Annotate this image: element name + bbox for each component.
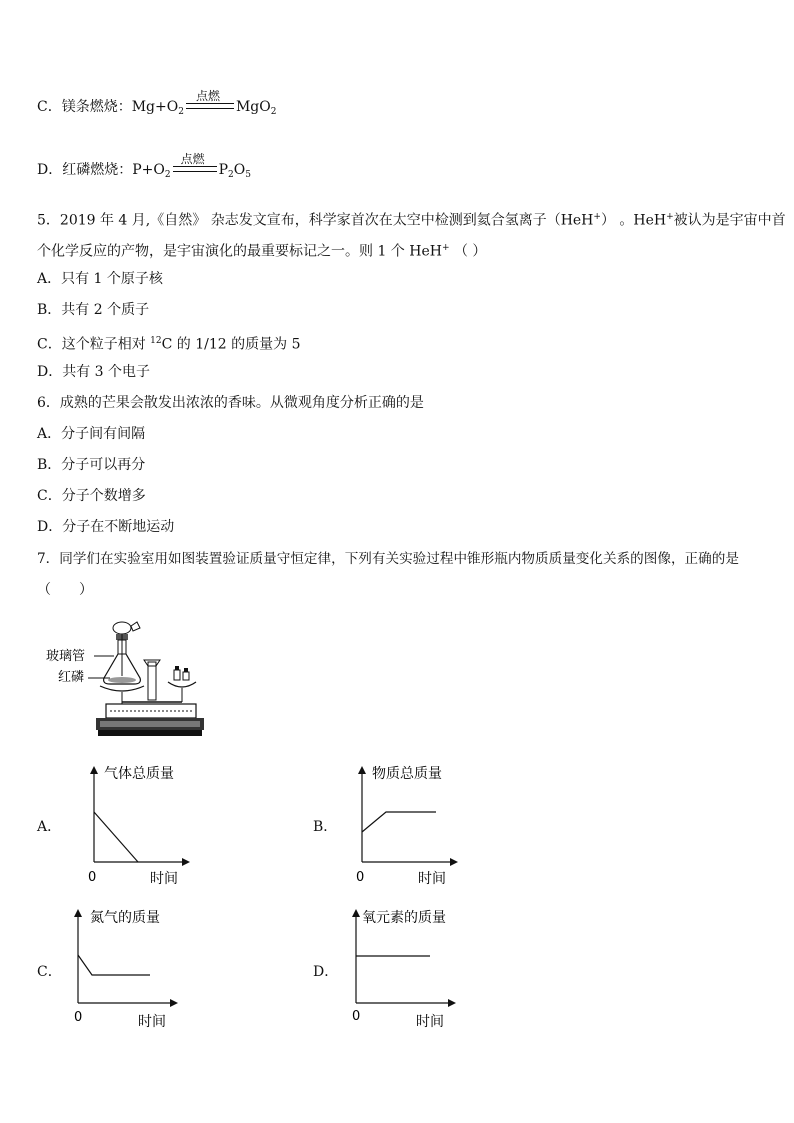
q5-option-a[interactable]: A．只有 1 个原子核 xyxy=(37,271,163,287)
q7-option-b-label[interactable]: B． xyxy=(313,819,338,835)
y-label: 气体总质量 xyxy=(104,766,174,782)
q6-stem: 6．成熟的芒果会散发出浓浓的香味。从微观角度分析正确的是 xyxy=(37,395,424,411)
data-line xyxy=(94,812,138,862)
x-axis-arrow-icon xyxy=(182,858,190,866)
option-c-equation xyxy=(37,89,277,122)
x-axis-arrow-icon xyxy=(170,999,178,1007)
graph-d-svg xyxy=(344,905,464,1033)
option-d-equation xyxy=(37,152,251,185)
option-d-reactants: $P+O_2$ xyxy=(132,162,171,180)
y-axis-arrow-icon xyxy=(358,766,366,774)
x-label: 时间 xyxy=(138,1014,166,1030)
y-axis-arrow-icon xyxy=(74,909,82,917)
y-label: 物质总质量 xyxy=(372,766,442,782)
origin-label: 0 xyxy=(356,870,365,885)
graph-b-svg xyxy=(350,762,465,887)
q6-option-d[interactable]: D．分子在不断地运动 xyxy=(37,519,175,535)
origin-label: 0 xyxy=(88,870,97,885)
x-label: 时间 xyxy=(416,1014,444,1030)
origin-label: 0 xyxy=(352,1009,361,1024)
balance-apparatus-svg xyxy=(44,618,204,740)
option-d-product: $P_2O_5$ xyxy=(218,162,251,180)
reaction-arrow-c xyxy=(184,89,236,111)
graph-c[interactable] xyxy=(66,905,181,1033)
graph-c-svg xyxy=(66,905,181,1033)
balance-apparatus-illustration xyxy=(44,618,204,740)
q7-stem-line1: 7．同学们在实验室用如图装置验证质量守恒定律，下列有关实验过程中锥形瓶内物质质量变化关系的图像，正确的是 xyxy=(37,551,739,567)
option-c-reactants: $Mg+O_2$ xyxy=(131,99,184,117)
q6-option-c[interactable]: C．分子个数增多 xyxy=(37,488,146,504)
q5-stem-line1: 5．2019 年 4 月,《自然》 杂志发文宣布，科学家首次在太空中检测到氦合氢离子（HeH+） 。HeH+被认为是宇宙中首 xyxy=(37,212,786,229)
option-d-label: D．红磷燃烧： xyxy=(37,162,133,178)
q5-option-b[interactable]: B．共有 2 个质子 xyxy=(37,302,150,318)
label-red-phosphorus: 红磷 xyxy=(58,670,85,685)
q7-stem-line2: （ ） xyxy=(37,582,93,598)
q7-option-d-label[interactable]: D． xyxy=(313,964,339,980)
q5-stem-line2: 个化学反应的产物，是宇宙演化的最重要标记之一。则 1 个 HeH+ （ ） xyxy=(37,243,487,260)
reaction-arrow-d xyxy=(171,152,219,174)
data-line xyxy=(362,812,436,832)
label-glass-tube: 玻璃管 xyxy=(46,649,86,664)
x-axis-arrow-icon xyxy=(448,999,456,1007)
q7-option-c-label[interactable]: C． xyxy=(37,964,62,980)
data-line xyxy=(78,955,150,975)
y-axis-arrow-icon xyxy=(352,909,360,917)
y-axis-arrow-icon xyxy=(90,766,98,774)
q6-option-b[interactable]: B．分子可以再分 xyxy=(37,457,146,473)
q7-option-a-label[interactable]: A． xyxy=(37,819,62,835)
graph-d[interactable] xyxy=(344,905,464,1033)
q6-option-a[interactable]: A．分子间有间隔 xyxy=(37,426,146,442)
y-label: 氧元素的质量 xyxy=(362,910,446,926)
y-label: 氮气的质量 xyxy=(90,910,160,926)
graph-b[interactable] xyxy=(350,762,465,887)
graph-a[interactable] xyxy=(82,762,192,887)
origin-label: 0 xyxy=(74,1010,83,1025)
q5-option-d[interactable]: D．共有 3 个电子 xyxy=(37,364,151,380)
option-c-label: C．镁条燃烧： xyxy=(37,99,132,115)
x-label: 时间 xyxy=(150,871,178,887)
condition-ignite: 点燃 xyxy=(195,89,220,103)
x-axis-arrow-icon xyxy=(450,858,458,866)
graph-a-svg xyxy=(82,762,192,887)
option-c-product: MgO$_2$ xyxy=(235,99,277,117)
q5-option-c[interactable]: C．这个粒子相对 $^{12}$C 的 1/12 的质量为 5 xyxy=(37,336,301,353)
condition-ignite: 点燃 xyxy=(180,152,205,166)
x-label: 时间 xyxy=(418,871,446,887)
